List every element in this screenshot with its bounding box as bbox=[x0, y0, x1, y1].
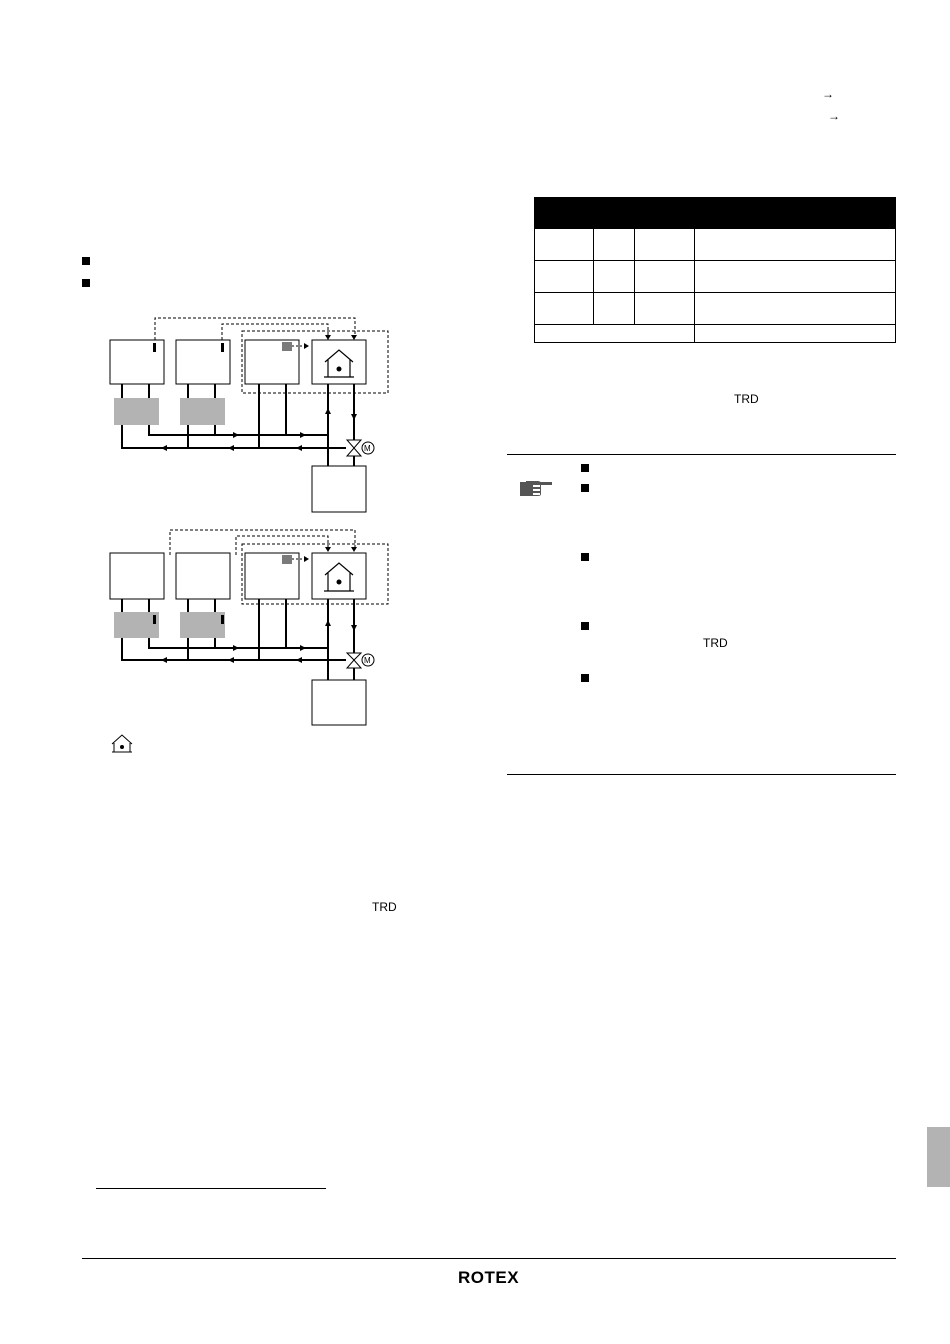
bullet-left-2 bbox=[82, 279, 90, 287]
rotex-logo: ROTEX bbox=[458, 1268, 520, 1287]
table-footer-row bbox=[535, 325, 896, 343]
svg-text:M: M bbox=[364, 656, 371, 665]
side-section-tab bbox=[927, 1127, 950, 1187]
note-top-rule bbox=[507, 454, 896, 455]
svg-text:M: M bbox=[364, 444, 371, 453]
table-row bbox=[535, 261, 896, 293]
arrow-glyph-2: → bbox=[828, 109, 840, 123]
hydraulic-diagram-2 bbox=[100, 525, 400, 735]
bullet-left-1 bbox=[82, 257, 90, 265]
note-bullet-5 bbox=[581, 674, 589, 682]
trd-label-note: TRD bbox=[703, 636, 728, 650]
note-bullet-1 bbox=[581, 464, 589, 472]
trd-label-left: TRD bbox=[372, 900, 397, 914]
table-row bbox=[535, 229, 896, 261]
note-bullet-4 bbox=[581, 622, 589, 630]
table-header-row bbox=[535, 198, 896, 229]
footer-rule bbox=[82, 1258, 896, 1259]
hydraulic-diagram-1 bbox=[100, 310, 400, 520]
arrow-glyph-1: → bbox=[822, 87, 834, 101]
trd-label-table: TRD bbox=[734, 392, 759, 406]
pointing-hand-icon bbox=[518, 476, 554, 500]
note-bottom-rule bbox=[507, 774, 896, 775]
note-bullet-2 bbox=[581, 484, 589, 492]
reference-table bbox=[534, 197, 896, 343]
footnote-rule bbox=[96, 1188, 326, 1189]
table-row bbox=[535, 293, 896, 325]
note-bullet-3 bbox=[581, 553, 589, 561]
house-sensor-icon bbox=[110, 732, 136, 754]
